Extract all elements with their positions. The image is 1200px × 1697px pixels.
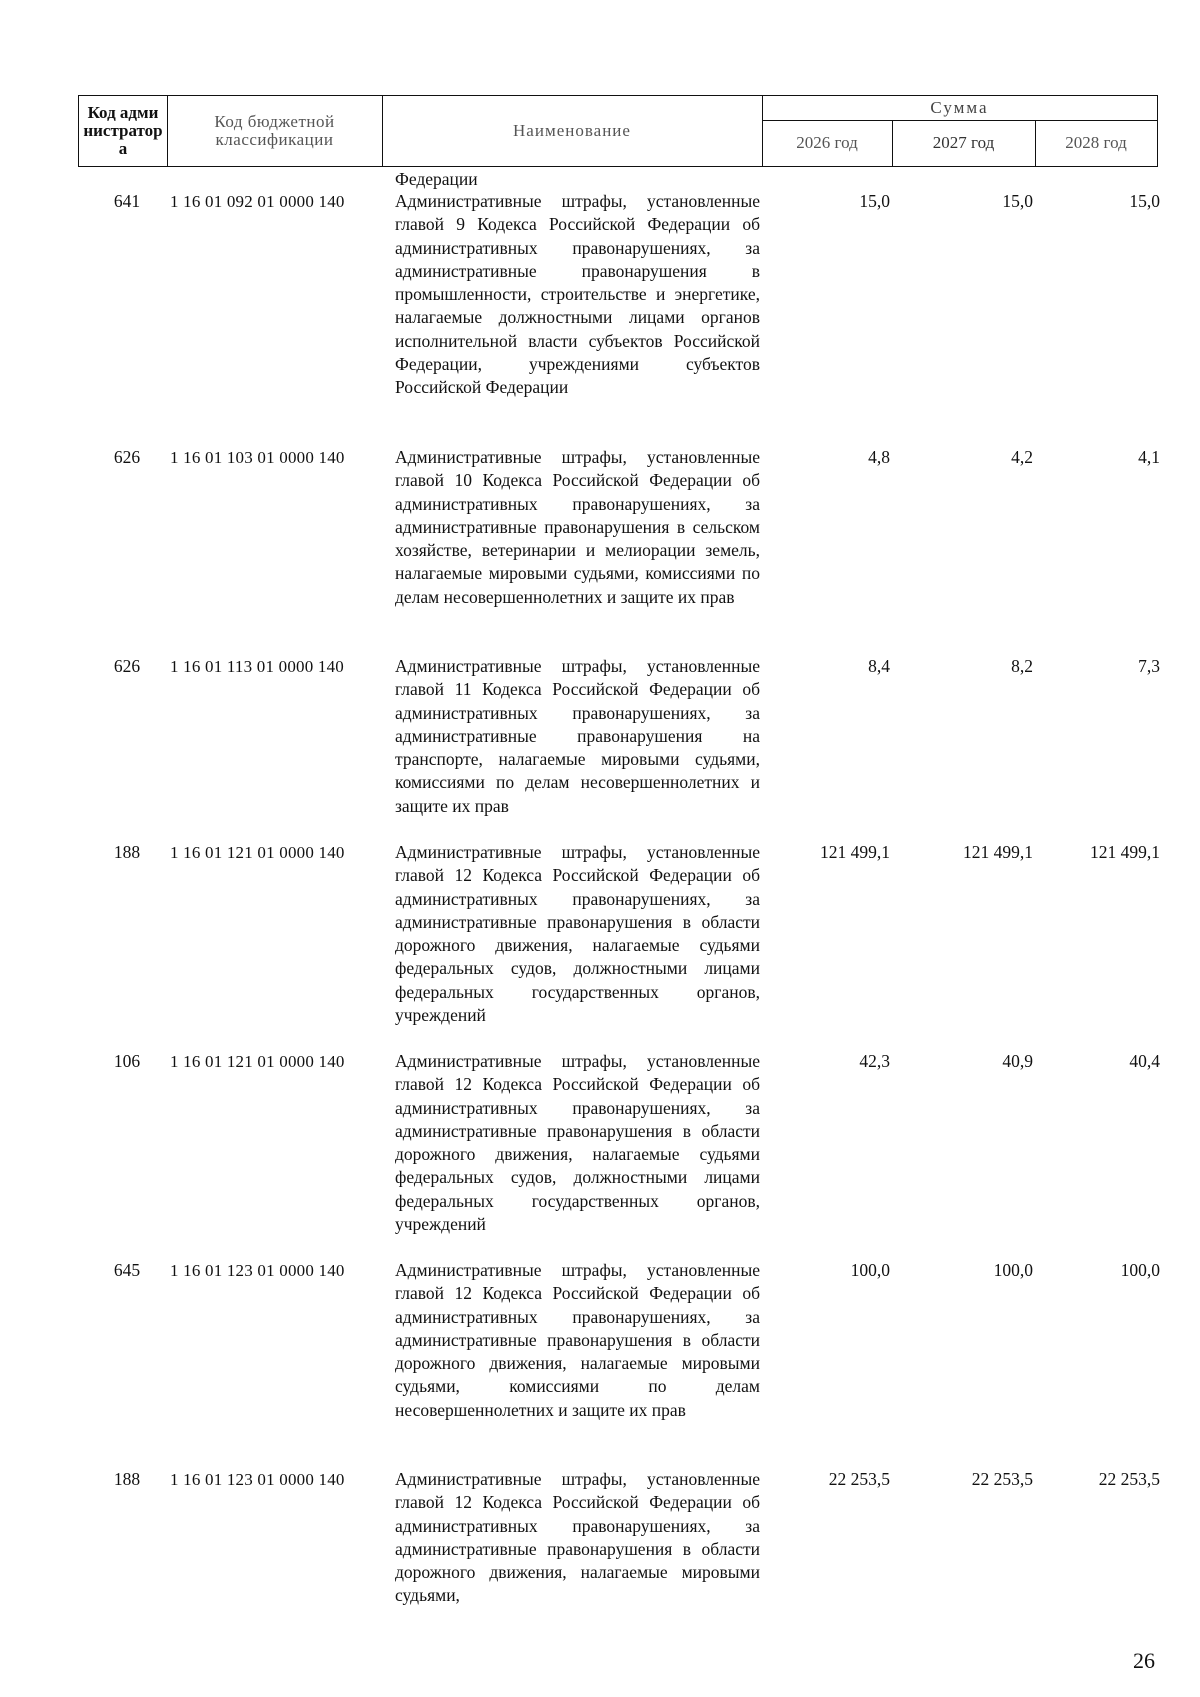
- value-2026: 121 499,1: [820, 842, 890, 862]
- value-2026: 8,4: [868, 656, 890, 676]
- value-2028: 40,4: [1129, 1051, 1160, 1071]
- row-name: Административные штрафы, установленные главой 12 Кодекса Российской Федерации об административных правонарушениях, за административные правонарушения в области дорожного движения, налагаемые мировыми судьями, комиссиями по делам несовершеннолетних и защите их прав: [395, 1260, 760, 1420]
- value-2027: 4,2: [1011, 447, 1033, 467]
- admin-code: 626: [113, 447, 141, 467]
- value-2026: 4,8: [868, 447, 890, 467]
- header-year-2027: 2027 год: [932, 133, 995, 152]
- row-name: Административные штрафы, установленные главой 12 Кодекса Российской Федерации об административных правонарушениях, за административные правонарушения в области дорожного движения, налагаемые мировыми судьями,: [395, 1469, 760, 1606]
- budget-code: 1 16 01 103 01 0000 140: [170, 448, 345, 467]
- value-2027: 15,0: [1002, 191, 1033, 211]
- value-2026: 22 253,5: [828, 1469, 890, 1489]
- value-2028: 4,1: [1138, 447, 1160, 467]
- value-2028: 121 499,1: [1090, 842, 1160, 862]
- row-name: Административные штрафы, установленные главой 12 Кодекса Российской Федерации об административных правонарушениях, за административные правонарушения в области дорожного движения, налагаемые судьями федеральных судов, должностными лицами федеральных государственных органов, учреждений: [395, 1051, 760, 1235]
- row-name: Административные штрафы, установленные главой 9 Кодекса Российской Федерации об административных правонарушениях, за административные правонарушения в промышленности, строительстве и энергетике, налагаемые должностными лицами органов исполнительной власти субъектов Российской Федерации, учреждениями субъектов Российской Федерации: [395, 191, 760, 398]
- value-2027: 22 253,5: [971, 1469, 1033, 1489]
- admin-code: 645: [113, 1260, 141, 1280]
- header-admin-code: Код администратора: [83, 103, 163, 158]
- budget-code: 1 16 01 123 01 0000 140: [170, 1261, 345, 1280]
- value-2026: 42,3: [859, 1051, 890, 1071]
- header-budget-code: Код бюджетной классификации: [214, 112, 335, 149]
- value-2028: 7,3: [1138, 656, 1160, 676]
- header-name: Наименование: [513, 121, 631, 140]
- budget-code: 1 16 01 121 01 0000 140: [170, 1052, 345, 1071]
- table-header: [78, 95, 1158, 167]
- admin-code: 626: [113, 656, 141, 676]
- header-year-2028: 2028 год: [1065, 133, 1127, 152]
- header-year-2026: 2026 год: [796, 133, 858, 152]
- value-2028: 22 253,5: [1098, 1469, 1160, 1489]
- row-name: Административные штрафы, установленные главой 12 Кодекса Российской Федерации об административных правонарушениях, за административные правонарушения в области дорожного движения, налагаемые судьями федеральных судов, должностными лицами федеральных государственных органов, учреждений: [395, 842, 760, 1026]
- budget-code: 1 16 01 092 01 0000 140: [170, 192, 345, 211]
- continuation-text: Федерации: [395, 169, 478, 189]
- row-name: Административные штрафы, установленные главой 10 Кодекса Российской Федерации об административных правонарушениях, за административные правонарушения в сельском хозяйстве, ветеринарии и мелиорации земель, налагаемые мировыми судьями, комиссиями по делам несовершеннолетних и защите их прав: [395, 447, 760, 607]
- value-2028: 15,0: [1129, 191, 1160, 211]
- budget-code: 1 16 01 123 01 0000 140: [170, 1470, 345, 1489]
- admin-code: 641: [113, 191, 141, 211]
- admin-code: 106: [113, 1051, 141, 1071]
- value-2027: 121 499,1: [963, 842, 1033, 862]
- value-2026: 15,0: [859, 191, 890, 211]
- value-2027: 40,9: [1002, 1051, 1033, 1071]
- header-sum: Сумма: [930, 98, 989, 117]
- value-2027: 8,2: [1011, 656, 1033, 676]
- row-name: Административные штрафы, установленные главой 11 Кодекса Российской Федерации об административных правонарушениях, за административные правонарушения на транспорте, налагаемые мировыми судьями, комиссиями по делам несовершеннолетних и защите их прав: [395, 656, 760, 816]
- admin-code: 188: [113, 842, 141, 862]
- budget-code: 1 16 01 113 01 0000 140: [170, 657, 344, 676]
- budget-code: 1 16 01 121 01 0000 140: [170, 843, 345, 862]
- value-2028: 100,0: [1120, 1260, 1160, 1280]
- value-2026: 100,0: [850, 1260, 890, 1280]
- admin-code: 188: [113, 1469, 141, 1489]
- value-2027: 100,0: [993, 1260, 1033, 1280]
- page-number: 26: [1133, 1648, 1155, 1673]
